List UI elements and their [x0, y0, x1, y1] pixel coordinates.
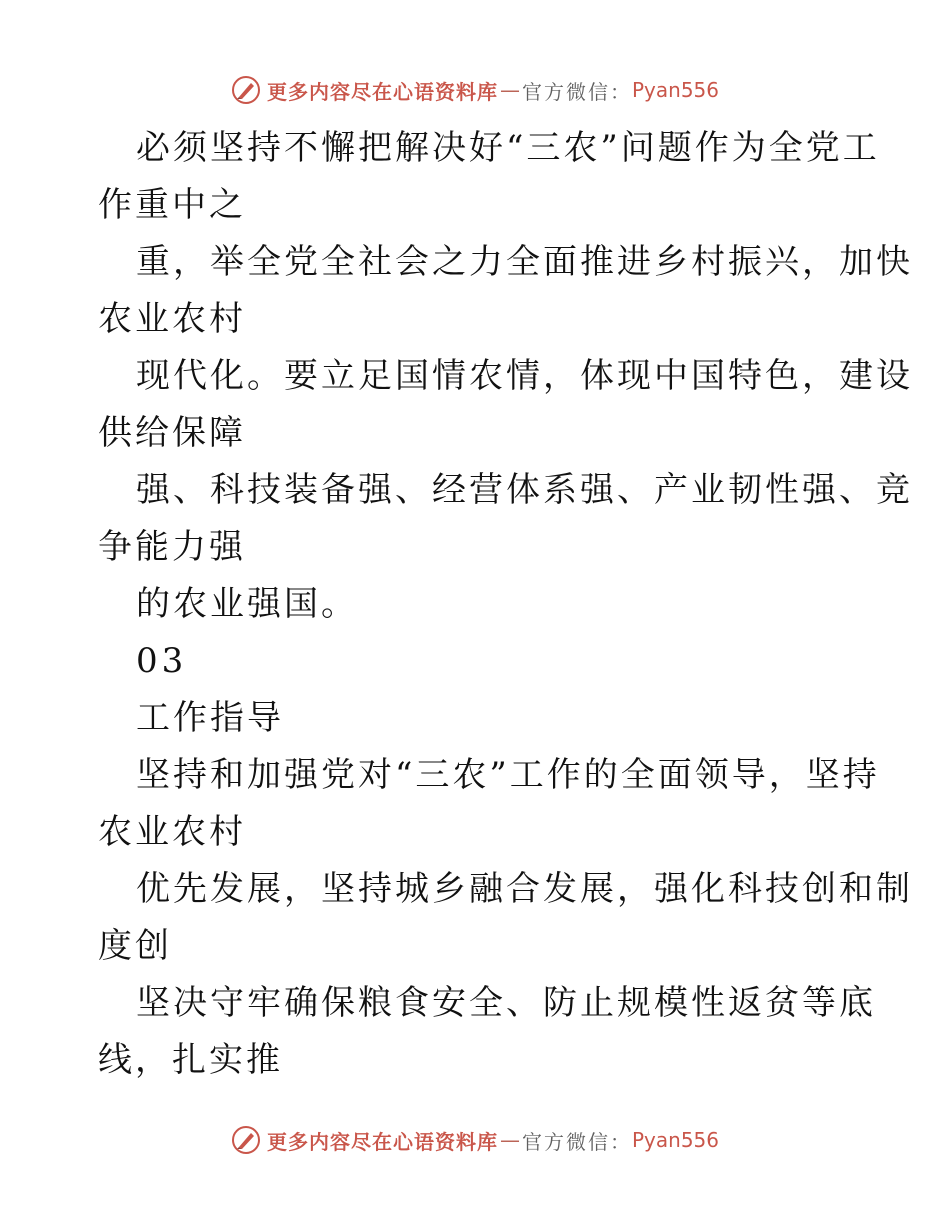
text-line: 争能力强: [98, 527, 246, 567]
text-line: 供给保障: [98, 413, 246, 453]
text-line: 重，举全党全社会之力全面推进乡村振兴，加快: [136, 242, 913, 282]
watermark-dash: —: [499, 1128, 520, 1152]
text-line: 的农业强国。: [136, 584, 358, 624]
text-line: 强、科技装备强、经营体系强、产业韧性强、竞: [136, 470, 913, 510]
text-line: 农业农村: [98, 812, 246, 852]
pen-logo-icon: [231, 1125, 261, 1155]
text-line: 坚持和加强党对“三农”工作的全面领导，坚持: [136, 755, 880, 795]
text-line: 线，扎实推: [98, 1040, 283, 1080]
watermark-id: Pyan556: [631, 1128, 719, 1152]
pen-logo-icon: [231, 75, 261, 105]
watermark-brand: 更多内容尽在心语资料库: [266, 79, 498, 104]
document-body: [98, 120, 913, 1089]
section-number: 03: [136, 641, 188, 681]
text-line: 优先发展，坚持城乡融合发展，强化科技创和制: [136, 869, 913, 909]
section-heading: 工作指导: [136, 698, 284, 738]
watermark-dash: —: [499, 78, 520, 102]
text-line: 现代化。要立足国情农情，体现中国特色，建设: [136, 356, 913, 396]
watermark-brand: 更多内容尽在心语资料库: [266, 1129, 498, 1154]
header-watermark: [0, 70, 950, 110]
watermark-id: Pyan556: [631, 78, 719, 102]
text-line: 农业农村: [98, 299, 246, 339]
watermark-label: 官方微信：: [521, 1129, 632, 1154]
watermark-label: 官方微信：: [521, 79, 632, 104]
text-line: 度创: [98, 926, 172, 966]
text-line: 必须坚持不懈把解决好“三农”问题作为全党工: [136, 128, 880, 168]
text-line: 坚决守牢确保粮食安全、防止规模性返贫等底: [136, 983, 876, 1023]
text-line: 作重中之: [98, 185, 246, 225]
footer-watermark: [0, 1120, 950, 1160]
